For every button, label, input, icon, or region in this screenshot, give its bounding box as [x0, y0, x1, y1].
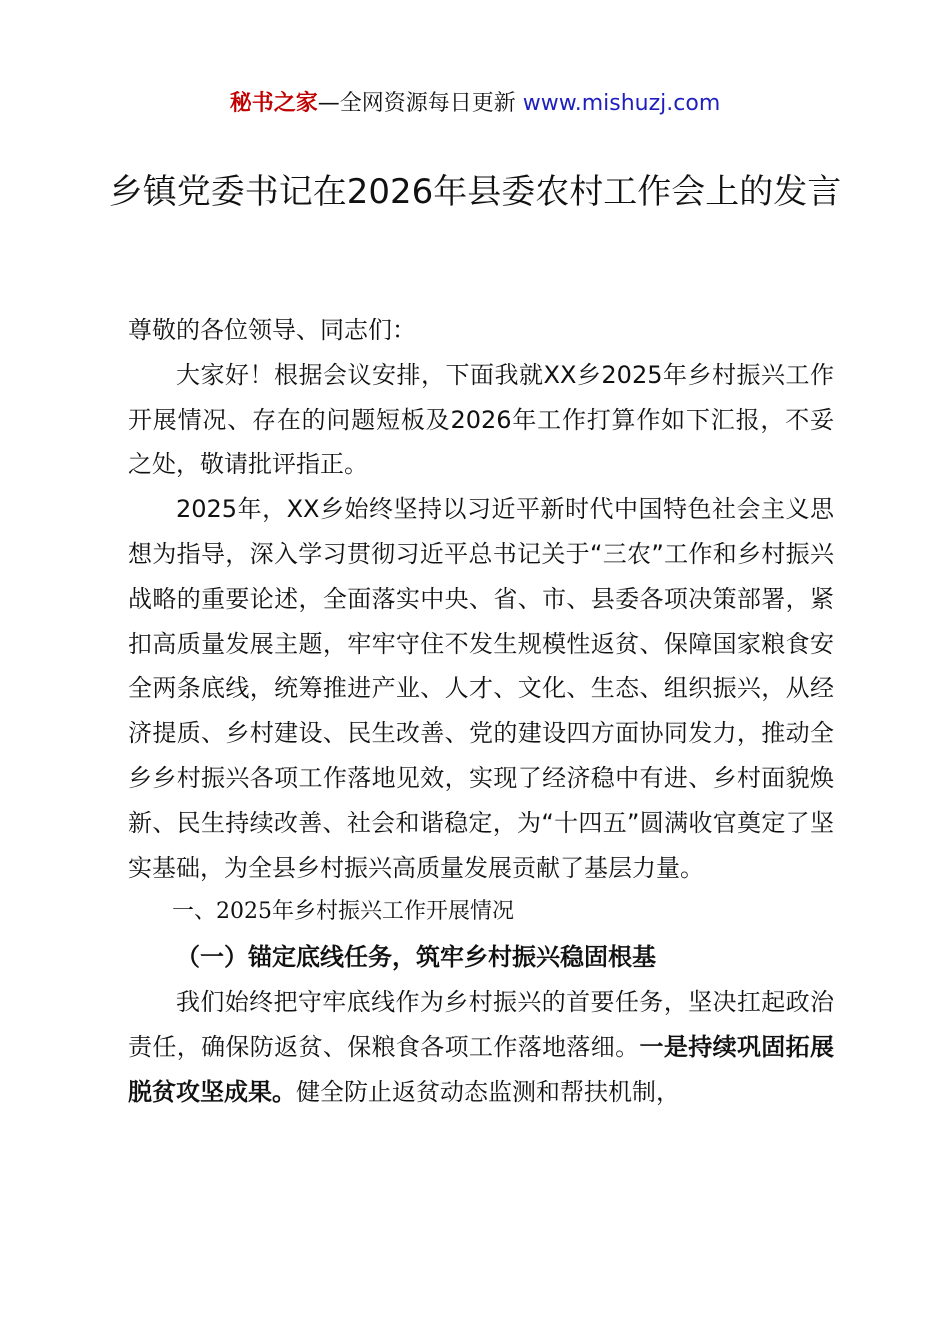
site-header — [0, 88, 950, 120]
paragraph-text-tail: 健全防止返贫动态监测和帮扶机制， — [296, 1077, 680, 1106]
paragraph: 2025年，XX乡始终坚持以习近平新时代中国特色社会主义思想为指导，深入学习贯彻习近平总书记关于“三农”工作和乡村振兴战略的重要论述，全面落实中央、省、市、县委各项决策部署，紧扣高质量发展主题，牢牢守住不发生规模性返贫、保障国家粮食安全两条底线，统筹推进产业、人才、文化、生态、组织振兴，从经济提质、乡村建设、民生改善、党的建设四方面协同发力，推动全乡乡村振兴各项工作落地见效，实现了经济稳中有进、乡村面貌焕新、民生持续改善、社会和谐稳定，为“十四五”圆满收官奠定了坚实基础，为全县乡村振兴高质量发展贡献了基层力量。 — [128, 495, 834, 882]
site-url[interactable]: www.mishuzj.com — [522, 91, 721, 116]
section-heading: 一、2025年乡村振兴工作开展情况 — [172, 899, 514, 925]
paragraph-text: 我们始终把守牢底线作为乡村振兴的首要任务，坚决扛起政治责任，确保防返贫、保粮食各项工作落地落细。 — [128, 987, 834, 1061]
site-slogan: —全网资源每日更新 — [317, 91, 523, 116]
salutation: 尊敬的各位领导、同志们： — [128, 316, 416, 344]
document-title: 乡镇党委书记在2026年县委农村工作会上的发言 — [108, 172, 842, 212]
paragraph: 大家好！根据会议安排，下面我就XX乡2025年乡村振兴工作开展情况、存在的问题短板及2026年工作打算作如下汇报，不妥之处，敬请批评指正。 — [128, 360, 834, 479]
subsection-heading: （一）锚定底线任务，筑牢乡村振兴稳固根基 — [176, 943, 656, 972]
document-body — [128, 308, 834, 1114]
paragraph — [128, 980, 834, 1114]
paragraph-emphasis: 一是持续巩固拓展脱贫攻坚成果。 — [128, 1032, 834, 1106]
site-name: 秘书之家 — [229, 91, 318, 116]
